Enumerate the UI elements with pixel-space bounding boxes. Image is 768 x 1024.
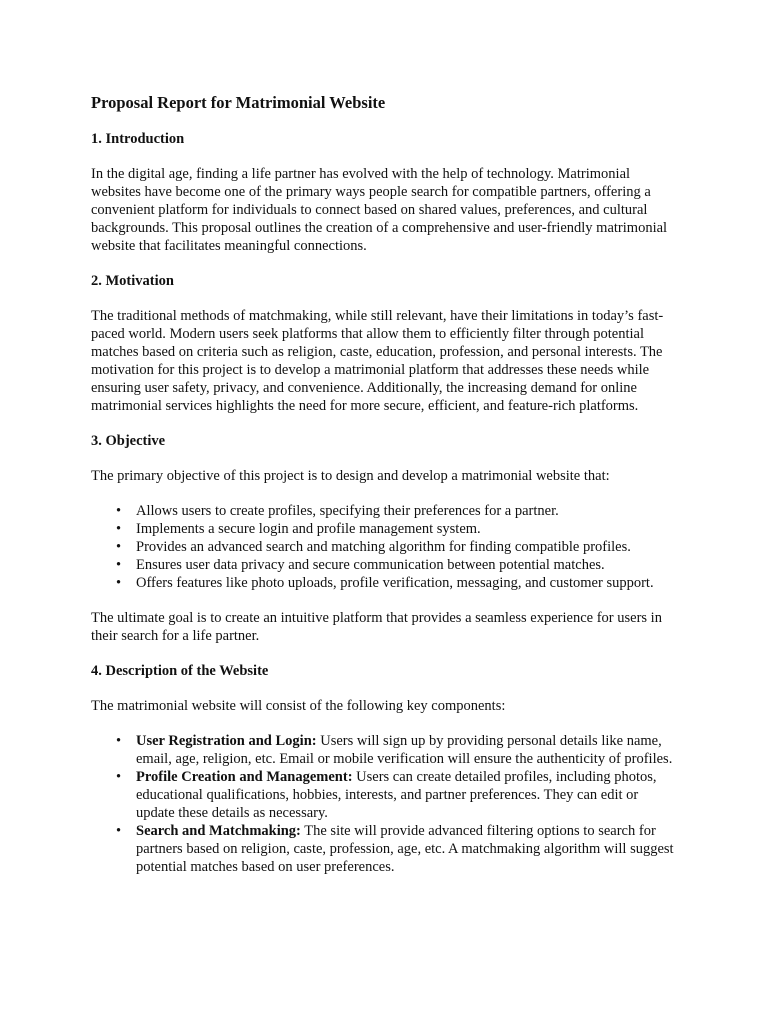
list-item: • Offers features like photo uploads, profile verification, messaging, and customer support. [136, 574, 680, 592]
list-item: • Allows users to create profiles, specifying their preferences for a partner. [136, 502, 680, 520]
item-term: Search and Matchmaking: [136, 823, 301, 839]
section-paragraph: In the digital age, finding a life partner has evolved with the help of technology. Matrimonial websites have become one of the primary ways people search for compatible partners, offering a convenient platform for individuals to connect based on shared values, preferences, and cultural backgrounds. This proposal outlines the creation of a comprehensive and user-friendly matrimonial website that facilitates meaningful connections. [91, 166, 668, 254]
section-introduction [91, 130, 680, 255]
section-heading: 4. Description of the Website [91, 663, 269, 679]
list-item: • Provides an advanced search and matching algorithm for finding compatible profiles. [136, 538, 680, 556]
section-closing: The ultimate goal is to create an intuitive platform that provides a seamless experience for users in their search for a life partner. [91, 610, 662, 644]
list-item: • Implements a secure login and profile management system. [136, 520, 680, 538]
section-heading: 1. Introduction [91, 131, 185, 147]
section-description [91, 662, 680, 876]
section-intro: The matrimonial website will consist of the following key components: [91, 698, 506, 714]
item-term: User Registration and Login: [136, 733, 317, 749]
section-paragraph: The traditional methods of matchmaking, while still relevant, have their limitations in today’s fast-paced world. Modern users seek platforms that allow them to efficiently filter through potential matches based on criteria such as religion, caste, education, profession, and personal interests. The motivation for this project is to develop a matrimonial platform that addresses these needs while ensuring user safety, privacy, and convenience. Additionally, the increasing demand for online matrimonial services highlights the need for more secure, efficient, and feature-rich platforms. [91, 308, 664, 414]
section-motivation [91, 272, 680, 415]
section-heading: 3. Objective [91, 433, 166, 449]
item-text: Users will sign up by providing personal details like name, email, age, religion, etc. Email or mobile verification will ensure the authenticity of profiles. [136, 733, 673, 767]
document-title: Proposal Report for Matrimonial Website [91, 93, 386, 112]
list-item [136, 768, 680, 822]
item-text: The site will provide advanced filtering options to search for partners based on religion, caste, profession, age, etc. A matchmaking algorithm will suggest potential matches based on user preferences. [136, 823, 674, 875]
section-objective [91, 432, 680, 645]
section-heading: 2. Motivation [91, 273, 174, 289]
list-item [136, 732, 680, 768]
item-term: Profile Creation and Management: [136, 769, 353, 785]
component-list [91, 732, 680, 876]
list-item [136, 822, 680, 876]
objective-list [91, 502, 680, 592]
list-item: • Ensures user data privacy and secure communication between potential matches. [136, 556, 680, 574]
item-text: Users can create detailed profiles, including photos, educational qualifications, hobbies, interests, and partner preferences. They can edit or update these details as necessary. [136, 769, 657, 821]
section-intro: The primary objective of this project is to design and develop a matrimonial website that: [91, 468, 610, 484]
